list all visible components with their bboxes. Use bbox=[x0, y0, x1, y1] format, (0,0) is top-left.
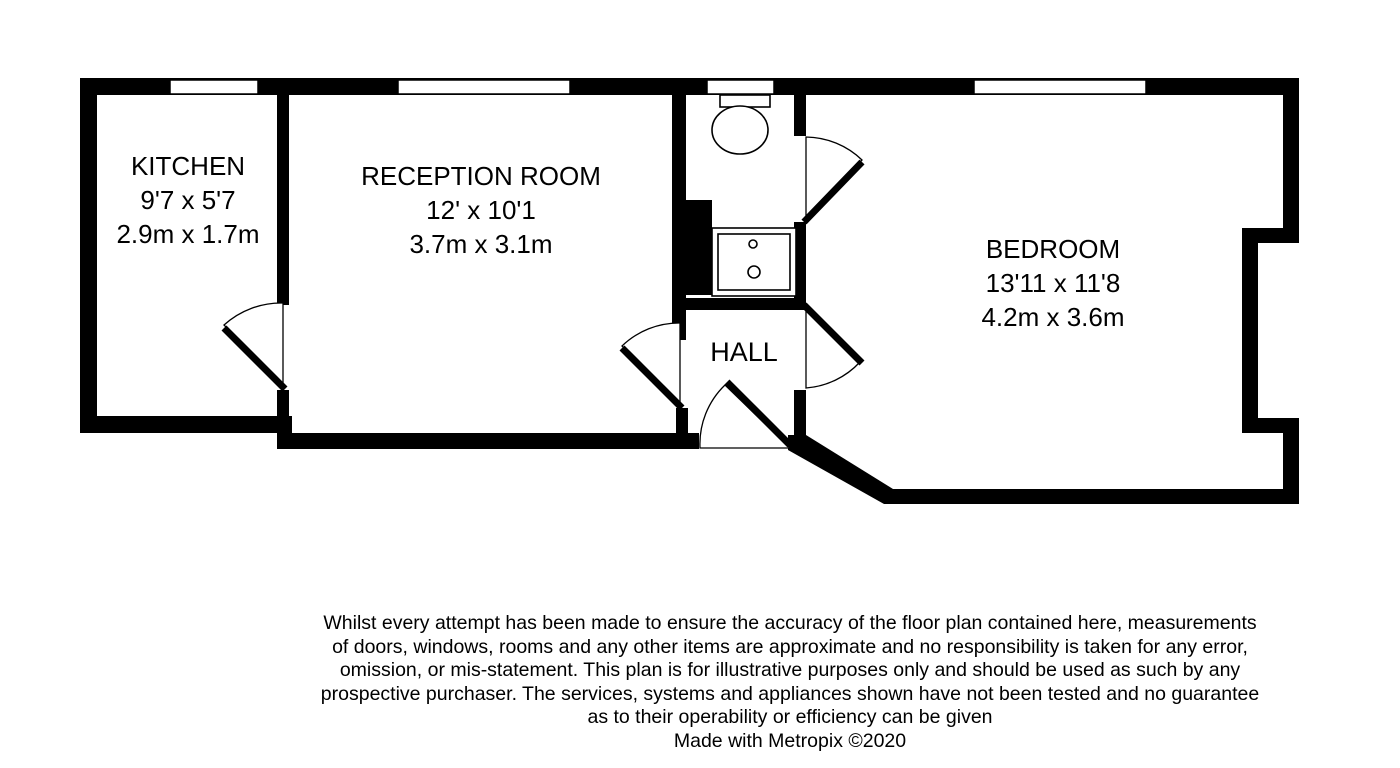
bedroom-metric: 4.2m x 3.6m bbox=[981, 302, 1125, 332]
kitchen-metric: 2.9m x 1.7m bbox=[116, 219, 260, 249]
service-duct bbox=[676, 200, 712, 295]
reception-bottom-wall bbox=[277, 433, 699, 449]
reception-metric: 3.7m x 3.1m bbox=[409, 229, 553, 259]
kitchen-left-wall bbox=[80, 78, 97, 433]
disclaimer-line: omission, or mis-statement. This plan is for illustrative purposes only and should be used as such by any bbox=[339, 659, 1241, 681]
kitchen-door-swing bbox=[224, 303, 283, 385]
reception-hall-wall-lower bbox=[676, 408, 688, 449]
disclaimer-line: Whilst every attempt has been made to ensure the accuracy of the floor plan contained here, measurements bbox=[323, 612, 1257, 634]
kitchen-bottom-wall bbox=[80, 416, 292, 433]
reception-imperial: 12' x 10'1 bbox=[426, 195, 536, 225]
kitchen-reception-wall-lower bbox=[277, 390, 289, 433]
entrance-door-swing bbox=[700, 385, 790, 448]
bay-wall bbox=[1242, 228, 1258, 433]
bathroom-bedroom-wall-upper bbox=[794, 78, 806, 136]
kitchen-name: KITCHEN bbox=[130, 151, 246, 181]
hall-name: HALL bbox=[710, 337, 778, 367]
kitchen-window bbox=[170, 80, 258, 94]
bathroom-window bbox=[707, 80, 774, 94]
credit-line: Made with Metropix ©2020 bbox=[673, 729, 907, 752]
reception-name: RECEPTION ROOM bbox=[361, 161, 601, 191]
kitchen-reception-wall-upper bbox=[277, 78, 289, 305]
disclaimer-line: of doors, windows, rooms and any other items are approximate and no responsibility is taken for any error, bbox=[332, 635, 1248, 658]
kitchen-imperial: 9'7 x 5'7 bbox=[140, 185, 236, 215]
disclaimer bbox=[260, 612, 1320, 753]
bedroom-window bbox=[974, 80, 1146, 94]
reception-window bbox=[398, 80, 570, 94]
bedroom-angled-wall bbox=[788, 435, 893, 504]
bedroom-bottom-wall bbox=[888, 489, 1299, 504]
bathroom-fixtures bbox=[712, 95, 796, 296]
disclaimer-line: as to their operability or efficiency can be given bbox=[587, 706, 993, 728]
toilet-bowl bbox=[712, 106, 768, 154]
shower-head bbox=[749, 240, 757, 248]
disclaimer-line: prospective purchaser. The services, systems and appliances shown have not been tested and no guarantee bbox=[320, 682, 1260, 705]
bathroom-bottom-wall bbox=[686, 298, 806, 310]
bedroom-imperial: 13'11 x 11'8 bbox=[985, 268, 1121, 298]
bedroom-name: BEDROOM bbox=[985, 234, 1121, 264]
shower-drain bbox=[748, 266, 760, 278]
bedroom-right-wall-upper bbox=[1283, 78, 1299, 243]
toilet-cistern bbox=[720, 95, 770, 107]
